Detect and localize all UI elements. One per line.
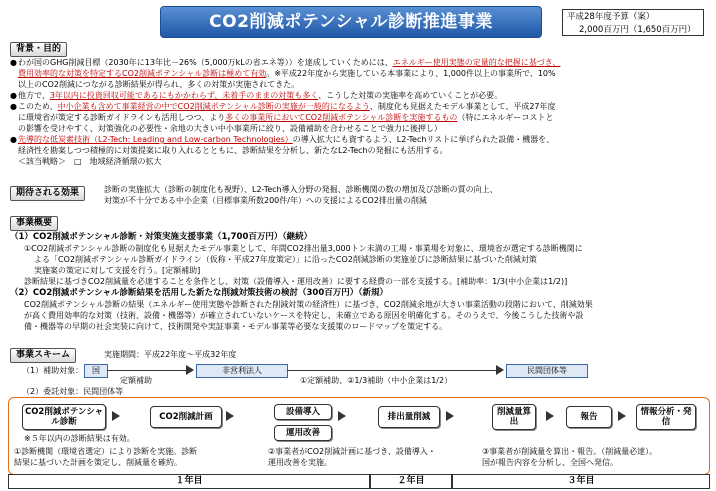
page-title: CO2削減ポテンシャル診断推進事業 [160,6,542,38]
effects-body [104,184,704,206]
background-bullet-3: ● このため、中小企業も含めて事業経営の中でCO2削減ポテンシャル診断の実施が一般的になるよう、制度化も見据えたモデル事業として、平成27年度 に環境省が策定する診断ガイドラインも活用しつつ、より多くの事業所においてCO2削減ポテンシャル診断を実施するもの（特にエネルギーコストと の影響を受けやすく、対策強化の必要性・余地の大きい中小事業所に絞り、設備補助を合わせることで強力に後押し） [10,102,556,133]
budget-line2: 2,000百万円（1,650百万円） [579,25,696,35]
flow-note-5years: ※５年以内の診断結果は有効。 [24,434,135,443]
private-box: 民間団体等 [506,364,588,378]
year-2-bar: ２年目 [370,474,452,489]
background-body [6,57,710,167]
effects-line-2: 対策が不十分である中小企業（目標事業所数200件/年）への支援によるCO2排出量の削減 [104,196,427,205]
budget-line1: 平成28年度予算（案） [567,12,655,22]
flow-note-2: ②事業者がCO2削減計画に基づき、設備導入・ 運用改善を実施。 [268,447,436,467]
arrow-line-1 [107,370,187,371]
flow-calc: 削減量算出 [492,404,536,430]
ratio-label: ①定額補助、②1/3補助（中小企業は1/2） [300,376,453,385]
flow-arrow-2 [226,411,234,421]
budget-box [562,9,704,36]
arrow-head-1 [186,365,194,375]
scheme-period: 実施期間：平成22年度～平成32年度 [104,350,237,359]
flow-arrow-5 [546,411,554,421]
background-bullet-2: ● 他方で、3年以内に投資回収可能であるにもかかわらず、未着手のままの対策も多く、こうした対策の実施率を高めていくことが必要。 [10,91,503,100]
flow-note-3: ③事業者が削減量を算出・報告。（削減量必達）。 国が報告内容を分析し、全国へ発信。 [482,447,658,467]
overview-heading: 事業概要 [10,216,58,231]
background-bullet-1: ● わが国のGHG削減目標（2030年に13年比－26%（5,000万kLの省エネ等））を達成していくためには、エネルギー使用実態の定量的な把握に基づき、 費用効率的な対策を特定するCO2削減ポテンシャル診断は極めて有効。※平成22年度から実施している本事業により、1,000件以上の事業所で、10% 以上のCO2削減につながる診断結果が得られ、多くの対策が実施されてきた。 [10,58,561,89]
overview-body [10,232,710,332]
overview-s1-item1: ①CO2削減ポテンシャル診断の制度化も見据えたモデル事業として、年間CO2排出量3,000トン未満の工場・事業場を対象に、環境省が選定する診断機関に よる「CO2削減ポテンシャル診断ガイドライン（仮称・平成27年度策定）」に沿ったCO2削減診断の実施並びに診断結果に基づいた削減対策 実施案の策定に対して支援を行う。[定額補助] [24,244,583,275]
arrow-line-2 [287,370,497,371]
year-3-bar: ３年目 [452,474,710,489]
flow-diagnosis: CO2削減ポテンシャル診断 [22,404,106,430]
consign-label: （2）委託対象：民間団体等 [22,387,124,396]
flow-equipment: 設備導入 [274,404,332,420]
country-box: 国 [84,364,108,378]
effects-line-1: 診断の実施拡大（診断の制度化も視野）、L2-Tech導入分野の発掘、診断機関の数の増加及び診断の質の向上、 [104,185,498,194]
flow-arrow-4 [446,411,454,421]
flow-arrow-1 [112,411,120,421]
overview-s1-title: （1）CO2削減ポテンシャル診断・対策実施支援事業（1,700百万円）（継続） [10,232,313,242]
npo-box: 非営利法人 [196,364,288,378]
flow-arrow-3 [338,411,346,421]
flow-emission: 排出量削減 [378,406,440,428]
effects-heading: 期待される効果 [10,186,85,201]
flow-note-1: ①診断機関（環境省選定）により診断を実施。診断 結果に基づいた計画を策定し、削減量を確約。 [14,447,198,467]
flow-arrow-6 [618,411,626,421]
background-bullet-4: ● 先導的な低炭素技術（L2-Tech: Leading and Low-carbon Technologies）の導入拡大にも資するよう、L2-Techリストに挙げられた設備・機器を、 経済性を勘案しつつ積極的に対策提案に取り入れるとともに、診断結果を分析し、新たなL2-Techの発掘にも活用する。 ＜該当戦略＞ □ 地域経済循環の拡大 [10,135,555,166]
flow-report: 報告 [566,406,612,428]
year-1-bar: １年目 [8,474,370,489]
scheme-heading: 事業スキーム [10,348,76,363]
flow-plan: CO2削減計画 [150,406,222,428]
background-heading: 背景・目的 [10,42,67,57]
overview-s1-item2: 診断結果に基づきCO2削減量を必達することを条件とし、対策（設備導入・運用改善）に要する経費の一部を支援する。[補助率：1/3(中小企業は1/2)] [24,277,568,286]
overview-s2-title: （2）CO2削減ポテンシャル診断結果を活用した新たな削減対策技術の検討（300百万円）（新規） [10,288,388,298]
arrow-head-2 [496,365,504,375]
fixed-subsidy-label: 定額補助 [120,376,152,385]
subsidy-label: （1）補助対象： [22,366,84,375]
flow-analysis: 情報分析・発信 [636,404,696,430]
overview-s2-body: CO2削減ポテンシャル診断の結果（エネルギー使用実態や診断された削減対策の経済性）に基づき、CO2削減余地が大きい事業活動の段階において、削減効果 が高く費用効率的な対策（技術、設備・機器等）が確立されていないケースを特定し、未確立である原因を明確化する。そのうえで、今後こうした技術や設 備・機器等の早期の社会実装に向けて、技術開発や実証事業・モデル事業等必要な支援策のロードマップを策定する。 [24,300,593,331]
flow-operation: 運用改善 [274,425,332,441]
